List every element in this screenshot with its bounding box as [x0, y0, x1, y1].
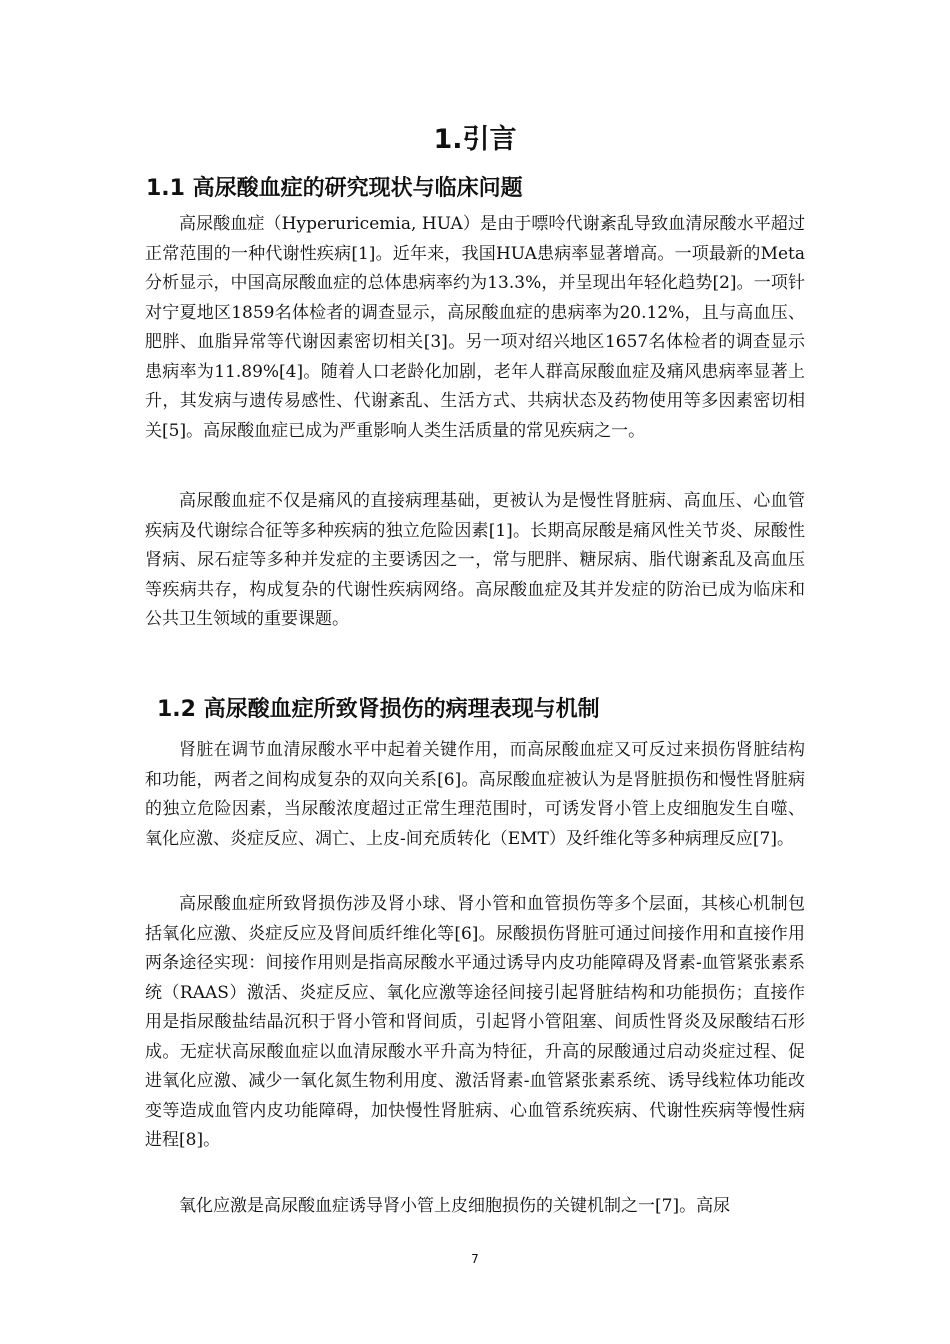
- paragraph-kidney-injury-mechanism: 高尿酸血症所致肾损伤涉及肾小球、肾小管和血管损伤等多个层面，其核心机制包括氧化应激、炎症反应及肾间质纤维化等[6]。尿酸损伤肾脏可通过间接作用和直接作用两条途径实现：间接作用则是指高尿酸水平通过诱导内皮功能障碍及肾素-血管紧张素系统（RAAS）激活、炎症反应、氧化应激等途径间接引起肾脏结构和功能损伤；直接作用是指尿酸盐结晶沉积于肾小管和肾间质，引起肾小管阻塞、间质性肾炎及尿酸结石形成。无症状高尿酸血症以血清尿酸水平升高为特征，升高的尿酸通过启动炎症过程、促进氧化应激、减少一氧化氮生物利用度、激活肾素-血管紧张素系统、诱导线粒体功能改变等造成血管内皮功能障碍，加快慢性肾脏病、心血管系统疾病、代谢性疾病等慢性病进程[8]。: [145, 894, 805, 1150]
- page-number: 7: [471, 1252, 479, 1266]
- section-heading-1-1: 1.1 高尿酸血症的研究现状与临床问题: [146, 176, 523, 201]
- paragraph-hua-risk-factor: 高尿酸血症不仅是痛风的直接病理基础，更被认为是慢性肾脏病、高血压、心血管疾病及代谢综合征等多种疾病的独立危险因素[1]。长期高尿酸是痛风性关节炎、尿酸性肾病、尿石症等多种并发症的主要诱因之一，常与肥胖、糖尿病、脂代谢紊乱及高血压等疾病共存，构成复杂的代谢性疾病网络。高尿酸血症及其并发症的防治已成为临床和公共卫生领域的重要课题。: [145, 491, 805, 629]
- chapter-title: 1.引言: [433, 124, 517, 155]
- paragraph-oxidative-stress: 氧化应激是高尿酸血症诱导肾小管上皮细胞损伤的关键机制之一[7]。高尿: [179, 1196, 731, 1216]
- paragraph-hua-prevalence: 高尿酸血症（Hyperuricemia, HUA）是由于嘌呤代谢紊乱导致血清尿酸水平超过正常范围的一种代谢性疾病[1]。近年来，我国HUA患病率显著增高。一项最新的Meta分析显示，中国高尿酸血症的总体患病率约为13.3%，并呈现出年轻化趋势[2]。一项针对宁夏地区1859名体检者的调查显示，高尿酸血症的患病率为20.12%，且与高血压、肥胖、血脂异常等代谢因素密切相关[3]。另一项对绍兴地区1657名体检者的调查显示患病率为11.89%[4]。随着人口老龄化加剧，老年人群高尿酸血症及痛风患病率显著上升，其发病与遗传易感性、代谢紊乱、生活方式、共病状态及药物使用等多因素密切相关[5]。高尿酸血症已成为严重影响人类生活质量的常见疾病之一。: [145, 214, 805, 441]
- section-heading-1-2: 1.2 高尿酸血症所致肾损伤的病理表现与机制: [157, 697, 600, 722]
- paragraph-kidney-role: 肾脏在调节血清尿酸水平中起着关键作用，而高尿酸血症又可反过来损伤肾脏结构和功能，两者之间构成复杂的双向关系[6]。高尿酸血症被认为是肾脏损伤和慢性肾脏病的独立危险因素，当尿酸浓度超过正常生理范围时，可诱发肾小管上皮细胞发生自噬、氧化应激、炎症反应、凋亡、上皮-间充质转化（EMT）及纤维化等多种病理反应[7]。: [145, 740, 805, 849]
